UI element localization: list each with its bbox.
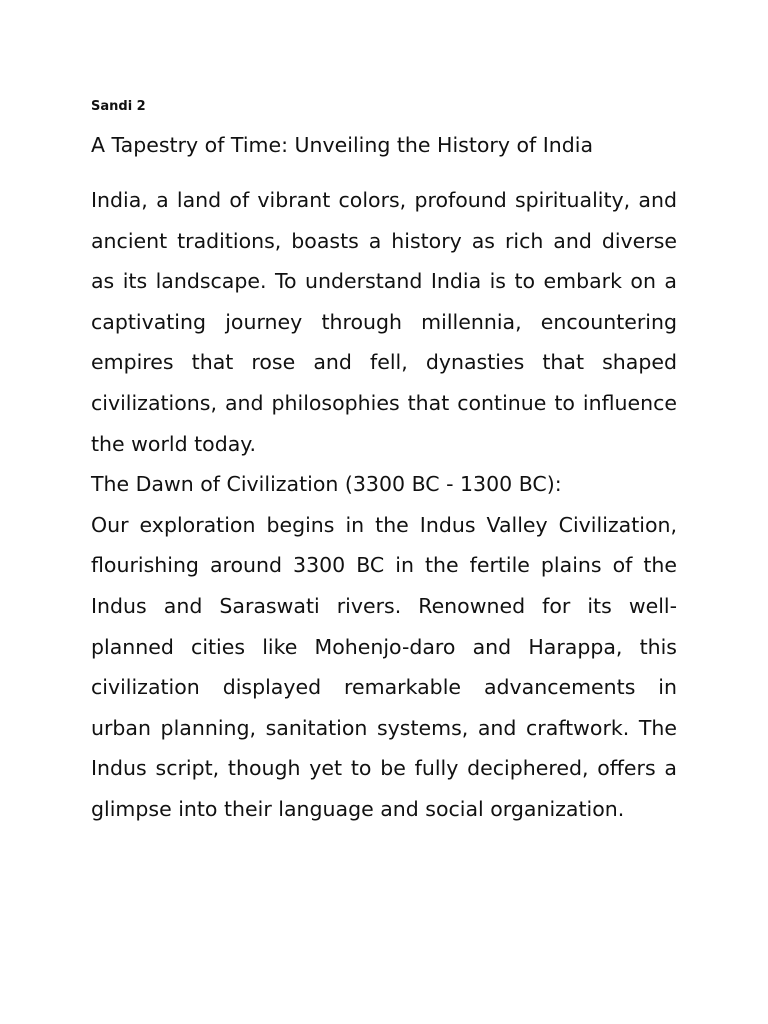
page-header: Sandi 2 — [91, 99, 146, 114]
intro-paragraph: India, a land of vibrant colors, profound spirituality, and ancient traditions, boasts a history as rich and diverse as its landscape. To understand India is to embark on a captivating journey through millennia, encountering empires that rose and fell, dynasties that shaped civilizations, and philosophies that continue to influence the world today. — [91, 188, 677, 456]
indus-valley-paragraph: Our exploration begins in the Indus Valley Civilization, flourishing around 3300 BC in the fertile plains of the Indus and Saraswati rivers. Renowned for its well-planned cities like Mohenjo-daro and Harappa, this civilization displayed remarkable advancements in urban planning, sanitation systems, and craftwork. The Indus script, though yet to be fully deciphered, offers a glimpse into their language and social organization. — [91, 512, 677, 821]
document-title: A Tapestry of Time: Unveiling the History of India — [91, 133, 594, 157]
section-heading: The Dawn of Civilization (3300 BC - 1300 BC): — [91, 472, 562, 497]
document-body — [91, 180, 677, 830]
